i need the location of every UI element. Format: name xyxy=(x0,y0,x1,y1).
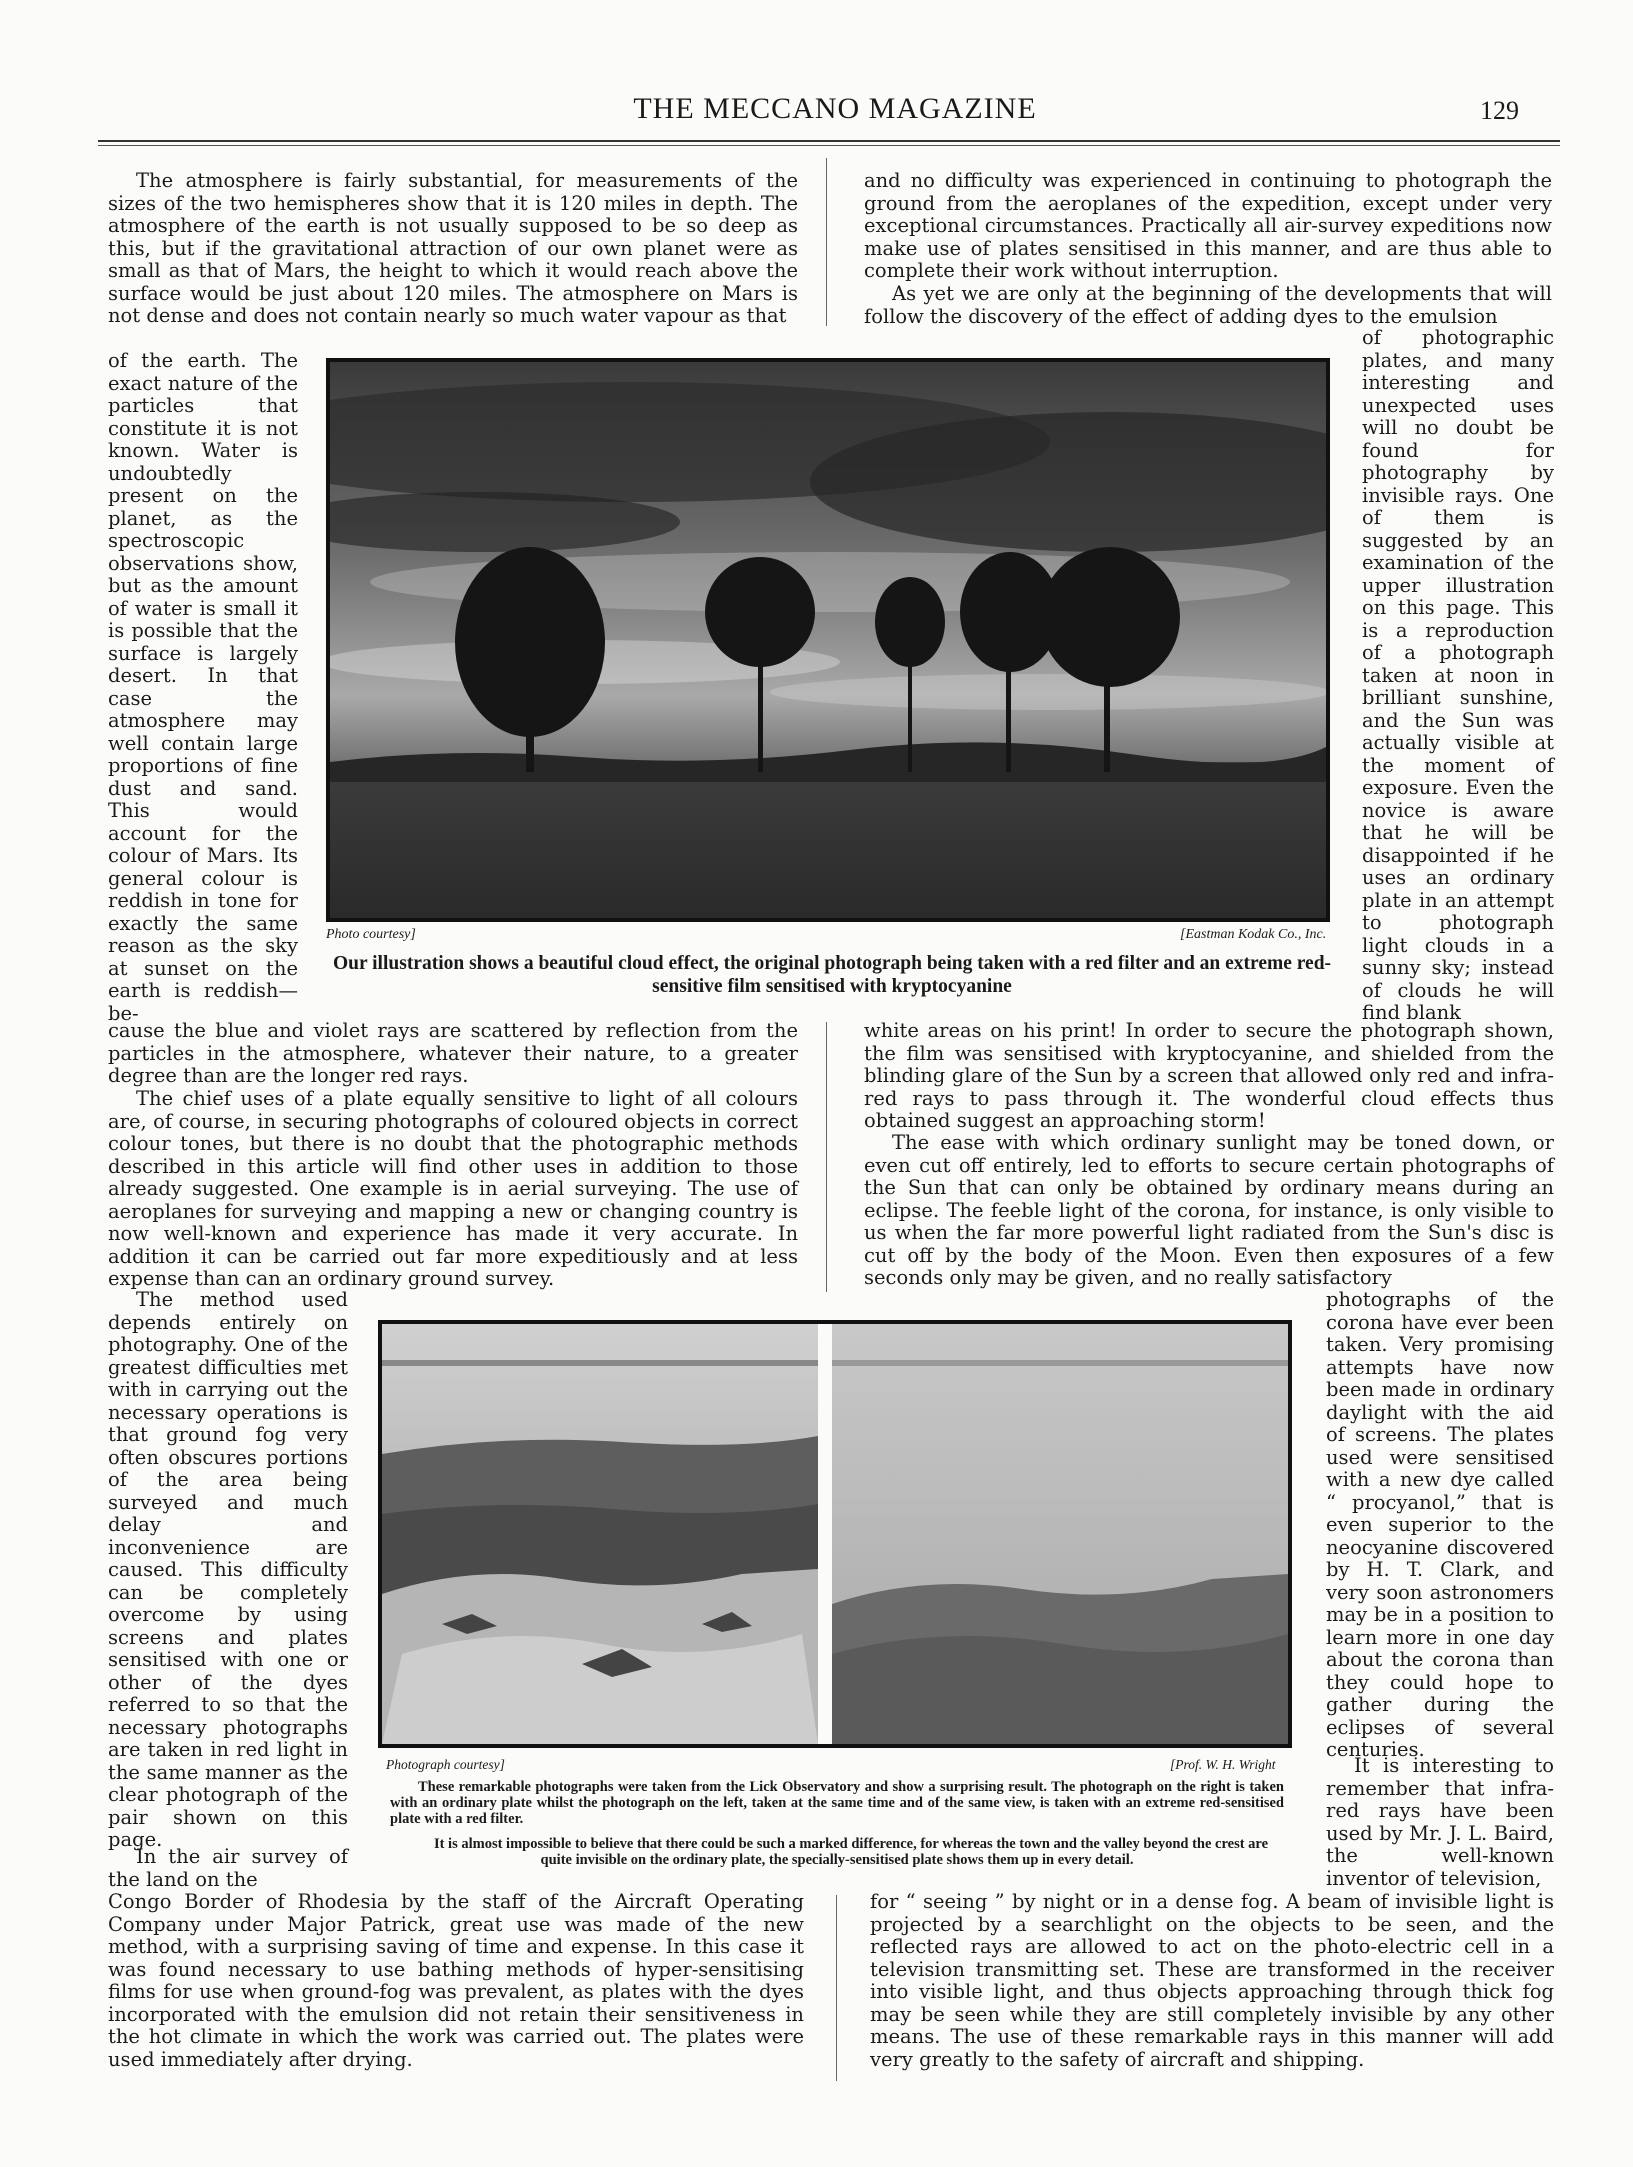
article-paragraph: The method used depends entirely on photography. One of the greatest difficulties met with in carrying out the necessary operations is that ground fog very often obscures portions of the area being surveyed and much delay and inconvenience are caused. This difficulty can be completely overcome by using screens and plates sensitised with one or other of the dyes referred to so that the necessary photographs are taken in red light in the same manner as the clear photograph of the pair shown on this page. xyxy=(108,1288,348,1851)
article-paragraph: As yet we are only at the beginning of the developments that will follow the discovery of the effect of adding dyes to the emulsion xyxy=(864,282,1552,328)
sunset-trees-image xyxy=(330,362,1326,918)
figure-caption: These remarkable photographs were taken from the Lick Observatory and show a surprising result. The photograph on the right is taken with an ordinary plate whilst the photograph on the left, taken at the same time and of the same view, is taken with an extreme red-sensitised plate with a red filter. xyxy=(390,1779,1284,1827)
photo-credit-right: [Eastman Kodak Co., Inc. xyxy=(1180,927,1327,942)
article-paragraph: white areas on his print! In order to secure the photograph shown, the film was sensitised with kryptocyanine, and shielded from the blinding glare of the Sun by a screen that allowed only red and infra-red rays to pass through it. The wonderful cloud effects thus obtained suggest an approaching storm! xyxy=(864,1019,1554,1132)
article-paragraph: Congo Border of Rhodesia by the staff of the Aircraft Operating Company under Major Patrick, great use was made of the new method, with a surprising saving of time and expense. In this case it was found necessary to use bathing methods of hyper-sensitising films for use when ground-fog was prevalent, as plates with the dyes incorporated with the emulsion did not retain their sensitiveness in the hot climate in which the work was carried out. The plates were used immediately after drying. xyxy=(108,1890,804,2071)
article-paragraph: The atmosphere is fairly substantial, for measurements of the sizes of the two hemispheres show that it is 120 miles in depth. The atmosphere of the earth is not usually supposed to be so deep as this, but if the gravitational attraction of our own planet were as small as that of Mars, the height to which it would reach above the surface would be just about 120 miles. The atmosphere on Mars is not dense and does not contain nearly so much water vapour as that xyxy=(108,169,798,327)
column-divider xyxy=(826,158,827,326)
cloud-photograph xyxy=(326,358,1330,922)
article-paragraph: It is interesting to remember that infra-red rays have been used by Mr. J. L. Baird, the well-known inventor of television, xyxy=(1326,1754,1554,1890)
article-paragraph: for “ seeing ” by night or in a dense fog. A beam of invisible light is projected by a searchlight on the objects to be seen, and the reflected rays are allowed to act on the photo-electric cell in a television transmitting set. These are transformed in the receiver into visible light, and thus objects approaching through thick fog may be seen while they are still completely invisible by any other means. The use of these remarkable rays in this manner will add very greatly to the safety of aircraft and shipping. xyxy=(870,1890,1554,2071)
article-paragraph: of the earth. The exact nature of the particles that constitute it is not known. Water is undoubtedly present on the planet, as the spectroscopic observations show, but as the amount of water is small it is possible that the surface is largely desert. In that case the atmosphere may well contain large proportions of fine dust and sand. This would account for the colour of Mars. Its general colour is reddish in tone for exactly the same reason as the sky at sunset on the earth is reddish—be- xyxy=(108,349,298,1025)
magazine-title: THE MECCANO MAGAZINE xyxy=(633,92,1037,125)
photo-credit-right: [Prof. W. H. Wright xyxy=(1170,1757,1276,1772)
column-divider xyxy=(836,1895,837,2081)
article-paragraph: In the air survey of the land on the xyxy=(108,1845,348,1891)
ordinary-plate-photo xyxy=(832,1324,1288,1744)
article-paragraph: cause the blue and violet rays are scattered by reflection from the particles in the atmosphere, whatever their nature, to a greater degree than are the longer red rays. xyxy=(108,1019,798,1087)
photo-credit-left: Photograph courtesy] xyxy=(386,1757,505,1772)
header-rule-thin xyxy=(98,145,1560,146)
column-divider xyxy=(826,1022,827,1292)
photo-credit-left: Photo courtesy] xyxy=(326,927,416,942)
article-paragraph: of photographic plates, and many interesting and unexpected uses will no doubt be found for photography by invisible rays. One of them is suggested by an examination of the upper illustration on this page. This is a reproduction of a photograph taken at noon in brilliant sunshine, and the Sun was actually visible at the moment of exposure. Even the novice is aware that he will be disappointed if he uses an ordinary plate in an attempt to photograph light clouds in a sunny sky; instead of clouds he will find blank xyxy=(1362,326,1554,1024)
article-paragraph: The ease with which ordinary sunlight may be toned down, or even cut off entirely, led to efforts to secure certain photographs of the Sun that can only be obtained by ordinary means during an eclipse. The feeble light of the corona, for instance, is only visible to us when the far more powerful light radiated from the Sun's disc is cut off by the body of the Moon. Even then exposures of a few seconds only may be given, and no really satisfactory xyxy=(864,1131,1554,1289)
article-paragraph: The chief uses of a plate equally sensitive to light of all colours are, of course, in securing photographs of coloured objects in correct colour tones, but there is no doubt that the photographic methods described in this article will find other uses in addition to those already suggested. One example is in aerial surveying. The use of aeroplanes for surveying and mapping a new or changing country is now well-known and experience has made it very accurate. In addition it can be carried out far more expeditiously and at less expense than can an ordinary ground survey. xyxy=(108,1087,798,1290)
header-rule xyxy=(98,140,1560,142)
page-number: 129 xyxy=(1480,96,1519,125)
article-paragraph: and no difficulty was experienced in continuing to photograph the ground from the aeroplanes of the expedition, except under very exceptional circumstances. Practically all air-survey expeditions now make use of plates sensitised in this manner, and are thus able to complete their work without interruption. xyxy=(864,169,1552,282)
valley-comparison-image xyxy=(382,1324,1288,1744)
figure-caption: It is almost impossible to believe that there could be such a marked difference, for whereas the town and the valley beyond the crest are quite invisible on the ordinary plate, the specially-sensitised plate shows them up in every detail. xyxy=(433,1836,1269,1868)
comparison-photographs xyxy=(378,1320,1292,1748)
figure-caption: Our illustration shows a beautiful cloud effect, the original photograph being taken with a red filter and an extreme red-sensitive film sensitised with kryptocyanine xyxy=(332,953,1332,997)
red-sensitised-photo xyxy=(382,1324,818,1744)
article-paragraph: photographs of the corona have ever been taken. Very promising attempts have now been made in ordinary daylight with the aid of screens. The plates used were sensitised with a new dye called “ procyanol,” that is even superior to the neocyanine discovered by H. T. Clark, and very soon astronomers may be in a position to learn more in one day about the corona than they could hope to gather during the eclipses of several centuries. xyxy=(1326,1288,1554,1761)
